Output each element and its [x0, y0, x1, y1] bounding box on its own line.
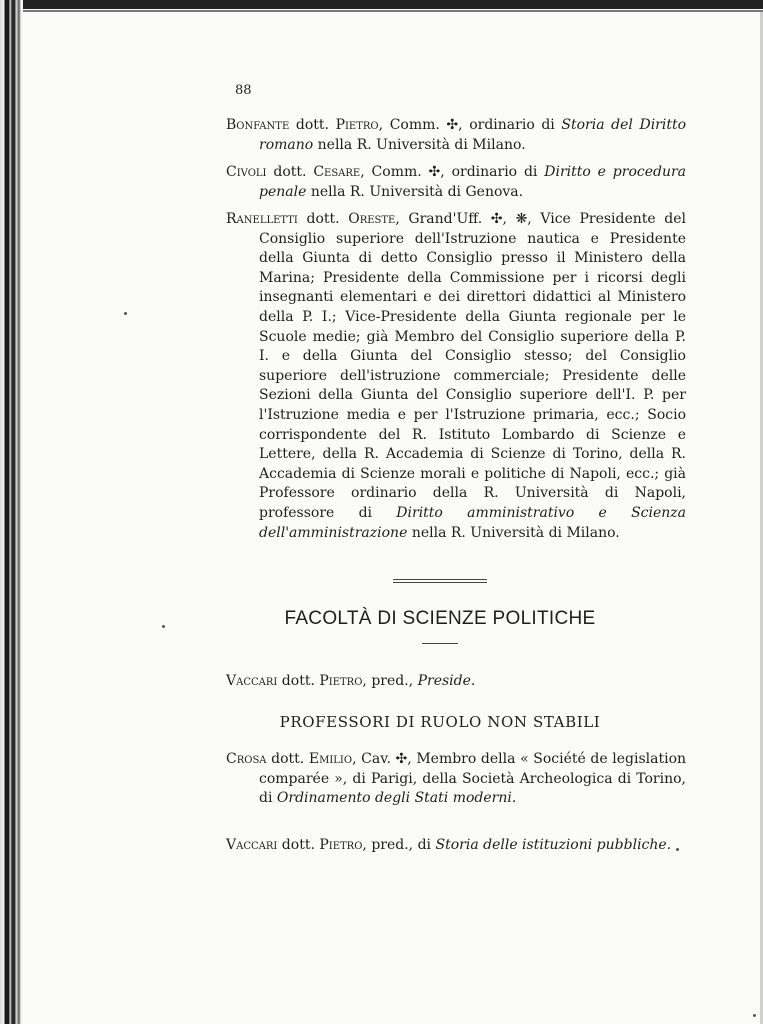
- book-spine-edge: [0, 0, 23, 1024]
- scan-speck: [124, 312, 127, 315]
- dean-entry: Vaccari dott. Pietro, pred., Preside.: [226, 673, 476, 689]
- scan-speck: [753, 1014, 756, 1017]
- professor-entry: Civoli dott. Cesare, Comm. ✣, ordinario di Diritto e procedura penale nella R. Università di Genova.: [226, 164, 687, 200]
- professor-entry: Vaccari dott. Pietro, pred., di Storia delle istituzioni pubbliche.: [226, 837, 672, 853]
- scan-top-border: [0, 0, 763, 9]
- faculty-title: FACOLTÀ DI SCIENZE POLITICHE: [284, 608, 596, 629]
- professor-entry: Ranelletti dott. Oreste, Grand'Uff. ✣, ❋, Vice Presidente del Consiglio superiore dell'Istruzione nautica e Presidente della Giunta di detto Consiglio presso il Ministero della Marina; Presidente della Commissione per i ricorsi degli insegnanti elementari e dei direttori didattici al Ministero della P. I.; Vice-Presidente della Giunta regionale per le Scuole medie; già Membro del Consiglio superiore della P. I. e della Giunta del Consiglio stesso; del Consiglio superiore dell'istruzione commerciale; Presidente delle Sezioni della Giunta del Consiglio superiore dell'I. P. per l'Istruzione media e per l'Istruzione primaria, ecc.; Socio corrispondente del R. Istituto Lombardo di Scienze e Lettere, della R. Accademia di Scienze di Torino, della R. Accademia di Scienze morali e politiche di Napoli, ecc.; già Professore ordinario della R. Università di Napoli, professore di Diritto amministrativo e Scienza dell'amministrazione nella R. Università di Milano.: [226, 211, 687, 541]
- scan-speck: [162, 625, 165, 628]
- section-divider: [393, 579, 487, 583]
- professor-entry: Bonfante dott. Pietro, Comm. ✣, ordinario di Storia del Diritto romano nella R. Università di Milano.: [226, 117, 687, 153]
- scan-speck: [676, 848, 679, 851]
- page-number: 88: [235, 83, 252, 98]
- scan-top-border-line: [0, 10, 763, 12]
- section-title: PROFESSORI DI RUOLO NON STABILI: [279, 713, 601, 731]
- professor-entry: Crosa dott. Emilio, Cav. ✣, Membro della « Société de legislation comparée », di Parigi, della Società Archeologica di Torino, di Ordinamento degli Stati moderni.: [226, 751, 687, 807]
- title-underline: [422, 643, 458, 644]
